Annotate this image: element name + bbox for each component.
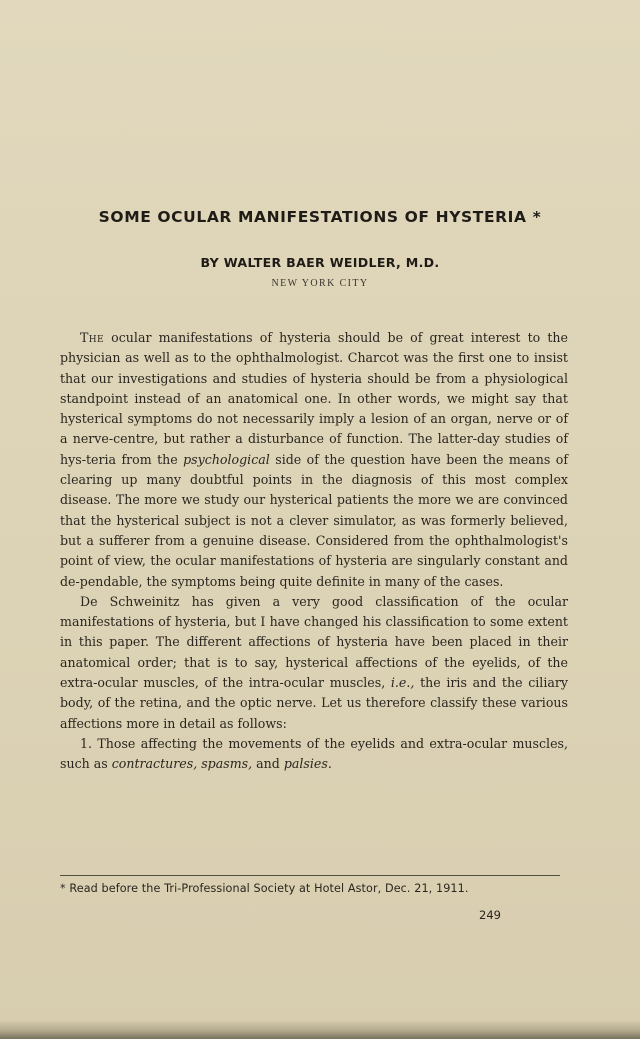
paragraph-1 — [60, 328, 568, 592]
paragraph-lead-word: The — [80, 330, 105, 345]
author-byline: BY WALTER BAER WEIDLER, M.D. — [200, 255, 440, 270]
paragraph-3-text-b: and — [252, 756, 284, 772]
emphasis-contractures-spasms: contractures, spasms, — [111, 756, 253, 772]
emphasis-psychological: psychological — [183, 451, 270, 467]
paragraph-2-text-b: the iris and the ciliary body, of the retina, and the optic nerve. Let us therefore classify these various affections more in detail as follows: — [60, 675, 568, 731]
author-location: NEW YORK CITY — [271, 278, 369, 289]
scan-shadow-edge — [0, 1020, 640, 1039]
footnote-divider — [60, 875, 560, 876]
article-title: SOME OCULAR MANIFESTATIONS OF HYSTERIA * — [98, 208, 542, 226]
footnote: * Read before the Tri-Professional Society at Hotel Astor, Dec. 21, 1911. — [60, 882, 469, 895]
paragraph-1-text-a: ocular manifestations of hysteria should be of great interest to the physician as well as to the ophthalmologist. Charcot was the first one to insist that our investigations and studies of hysteria should be from a physiological standpoint instead of an anatomical one. In other words, we might say that hysterical symptoms do not necessarily imply a lesion of an organ, nerve or of a nerve-centre, but rather a disturbance of function. The latter-day studies of hys-teria from the — [60, 330, 568, 467]
page-number: 249 — [479, 908, 501, 922]
paragraph-3-text-a: 1. Those affecting the movements of the eyelids and extra-ocular muscles, such as — [60, 735, 568, 772]
emphasis-ie: i.e., — [390, 675, 415, 691]
article-body — [60, 328, 568, 775]
emphasis-palsies: palsies. — [283, 756, 332, 772]
paragraph-1-text-b: side of the question have been the means of clearing up many doubtful points in the diagnosis of this most complex disease. The more we study our hysterical patients the more we are convinced that the hysterical subject is not a clever simulator, as was formerly believed, but a sufferer from a genuine disease. Considered from the ophthalmologist's point of view, the ocular manifestations of hysteria are singularly constant and de-pendable, the symptoms being quite definite in many of the cases. — [60, 451, 568, 589]
paragraph-2-text-a: De Schweinitz has given a very good classification of the ocular manifestations of hysteria, but I have changed his classification to some extent in this paper. The different affections of hysteria have been placed in their anatomical order; that is to say, hysterical affections of the eyelids, of the extra-ocular muscles, of the intra-ocular muscles, — [60, 593, 568, 691]
paragraph-2 — [60, 592, 568, 734]
paragraph-3 — [60, 734, 568, 775]
